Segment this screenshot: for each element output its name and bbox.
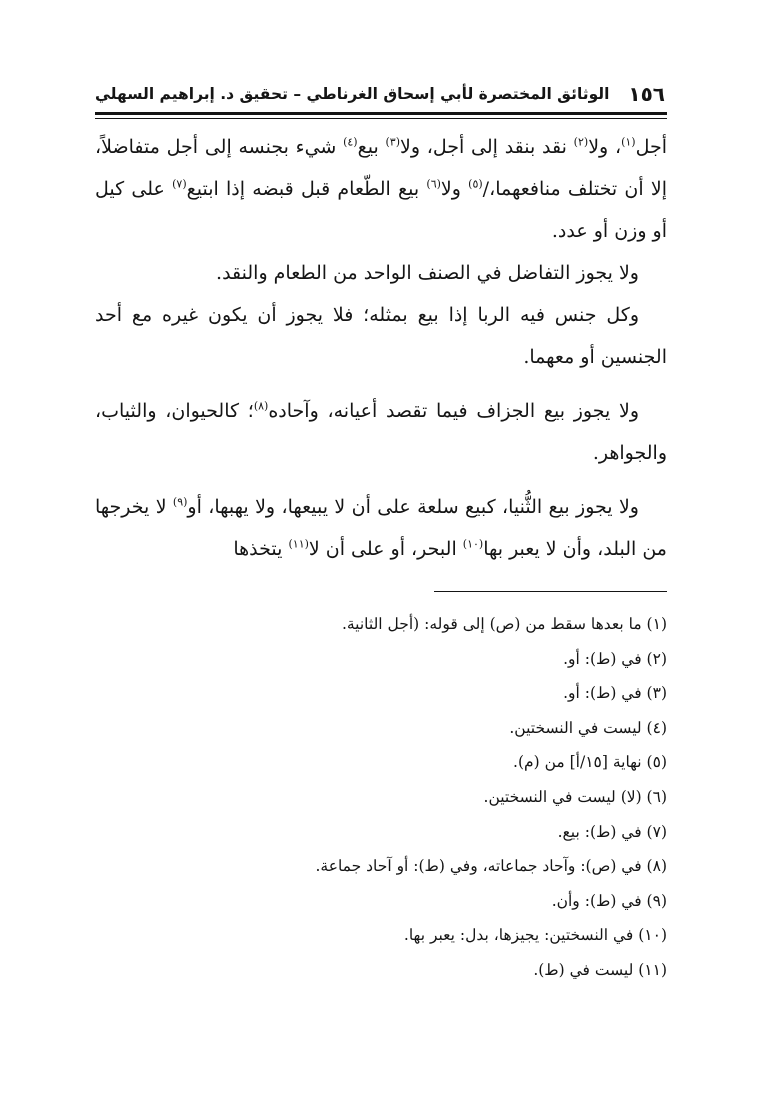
footnote: (٨) في (ص): وآحاد جماعاته، وفي (ط): أو آحاد جماعة. [315, 857, 667, 876]
footnote: (١٠) في النسختين: يجيزها، بدل: يعبر بها. [403, 926, 667, 945]
footnote: (٩) في (ط): وأن. [551, 891, 667, 910]
footnote-ref: (٢) [573, 135, 589, 149]
footnote: (٢) في (ط): أو. [563, 649, 667, 668]
header-rule-thin [95, 118, 667, 119]
text-run: أجل [635, 136, 668, 158]
paragraph-5 [95, 486, 667, 570]
main-text [95, 126, 667, 570]
header-rule-thick [95, 112, 667, 115]
page-header [95, 76, 665, 108]
footnote: (٣) في (ط): أو. [563, 684, 667, 703]
text-run: نقد بنقد إلى أجل، ولا [400, 136, 574, 158]
footnote-ref: (١١) [288, 537, 309, 551]
text-run: ولا يجوز بيع الثُّنيا، كبيع سلعة على أن لا يبيعها، ولا يهبها، أو [187, 496, 639, 518]
text-run: شيء بجنسه إلى أجل متفاضلاً، إلا أن تختلف منافعهما،/ [95, 136, 667, 200]
text-run: على كيل أو وزن أو عدد. [95, 178, 667, 242]
footnote-ref: (١٠) [462, 537, 484, 551]
footnote-ref: (٣) [385, 135, 400, 149]
text-run: ولا [440, 178, 469, 200]
footnote-ref: (٨) [253, 399, 269, 413]
text-run: بيع [357, 136, 386, 158]
paragraph-1 [95, 126, 667, 252]
text-run: لا يخرجها من البلد، وأن لا يعبر بها [95, 496, 667, 560]
paragraph-4 [95, 390, 667, 474]
text-run: ولا يجوز بيع الجزاف فيما تقصد أعيانه، وآحاده [268, 400, 639, 422]
paragraph-2: ولا يجوز التفاضل في الصنف الواحد من الطعام والنقد. [216, 262, 639, 284]
footnote-ref: (٩) [172, 495, 188, 509]
footnote-ref: (٥) [468, 177, 483, 191]
paragraph-3: وكل جنس فيه الربا إذا بيع بمثله؛ فلا يجوز أن يكون غيره مع أحد الجنسين أو معهما. [95, 304, 667, 368]
footnote: (١) ما بعدها سقط من (ص) إلى قوله: (أجل الثانية. [341, 615, 667, 633]
footnote-ref: (٦) [426, 177, 441, 191]
footnote: (٤) ليست في النسختين. [509, 718, 667, 737]
text-run: البحر، أو على أن لا [308, 538, 463, 560]
text-run: يتخذها [233, 538, 289, 560]
footnote: (٧) في (ط): بيع. [557, 822, 667, 841]
footnote-separator [434, 591, 667, 592]
page-number: ١٥٦ [628, 82, 665, 106]
footnote-ref: (١) [621, 135, 636, 149]
footnote: (١١) ليست في (ط). [533, 960, 667, 979]
footnote: (٥) نهاية [١٥/أ] من (م). [513, 753, 667, 772]
text-run: ؛ كالحيوان، والثياب، والجواهر. [95, 400, 667, 464]
footnotes-list [95, 607, 667, 988]
text-run: ، ولا [588, 136, 622, 158]
footnote-ref: (٧) [172, 177, 187, 191]
text-run: بيع الطّعام قبل قبضه إذا ابتيع [186, 178, 427, 200]
footnote-ref: (٤) [343, 135, 358, 149]
running-title: الوثائق المختصرة لأبي إسحاق الغرناطي – تحقيق د. إبراهيم السهلي [95, 85, 610, 103]
footnote: (٦) (لا) ليست في النسختين. [483, 787, 667, 806]
